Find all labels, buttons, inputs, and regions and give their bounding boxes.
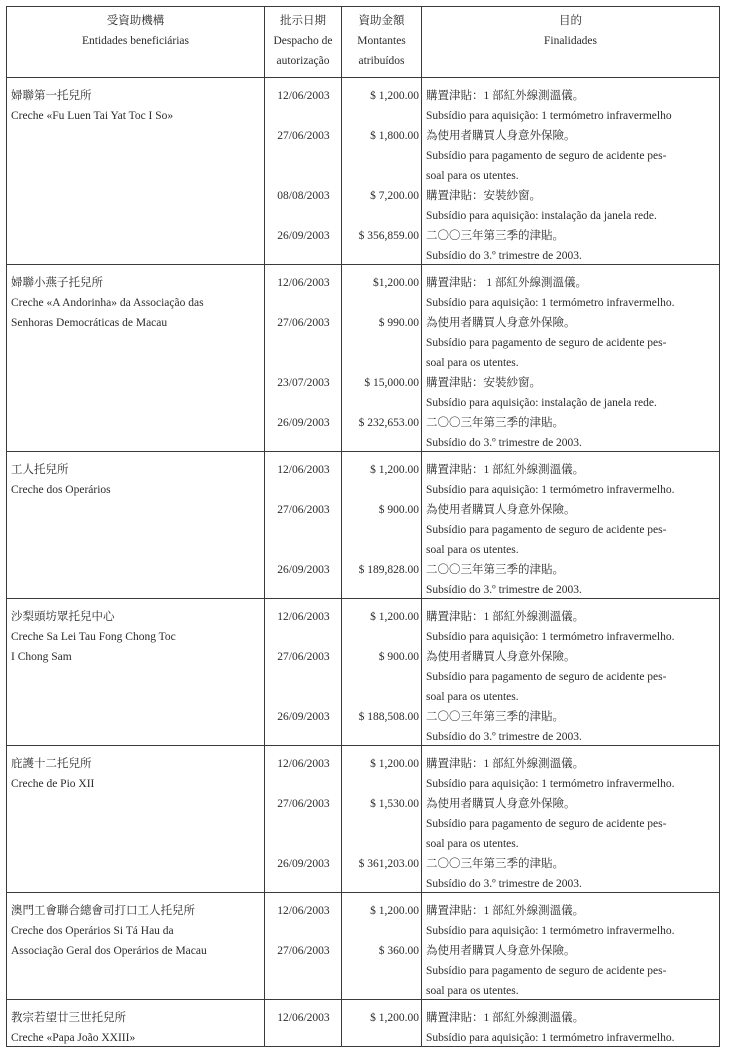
amount-cell xyxy=(342,599,422,746)
amount-cell xyxy=(342,893,422,1000)
purpose-cell xyxy=(422,452,720,599)
purpose-cell xyxy=(422,265,720,452)
amount-value: $ 15,000.00 xyxy=(364,377,419,389)
dispatch-date: 26/09/2003 xyxy=(277,564,330,576)
header-row xyxy=(7,7,720,78)
dispatch-date: 23/07/2003 xyxy=(277,377,330,389)
purpose-line: soal para os utentes. xyxy=(426,544,519,556)
header-amount-pt2: atribuídos xyxy=(358,55,405,67)
table-row xyxy=(7,78,720,265)
purpose-line: 購置津貼： 1 部紅外線測溫儀。 xyxy=(426,277,587,289)
purpose-line: soal para os utentes. xyxy=(426,691,519,703)
purpose-line: Subsídio para pagamento de seguro de acidente pes- xyxy=(426,524,667,536)
entity-name-line: Associação Geral dos Operários de Macau xyxy=(11,945,207,957)
header-purpose xyxy=(422,7,720,78)
purpose-line: Subsídio para pagamento de seguro de acidente pes- xyxy=(426,818,667,830)
dispatch-date: 27/06/2003 xyxy=(277,317,330,329)
purpose-line: 為使用者購買人身意外保險。 xyxy=(426,798,576,810)
dispatch-date: 27/06/2003 xyxy=(277,651,330,663)
entity-name-line: 澳門工會聯合總會司打口工人托兒所 xyxy=(11,905,195,917)
entity-cell xyxy=(7,1000,265,1047)
purpose-line: Subsídio para aquisição: 1 termómetro infravermelho. xyxy=(426,297,675,309)
amount-value: $ 1,200.00 xyxy=(370,90,419,102)
amount-value: $ 1,200.00 xyxy=(370,464,419,476)
entity-name-line: Senhoras Democráticas de Macau xyxy=(11,317,168,329)
header-entity xyxy=(7,7,265,78)
entity-name-line: I Chong Sam xyxy=(11,651,72,663)
entity-name-line: 工人托兒所 xyxy=(11,464,69,476)
entity-name-line: 庇護十二托兒所 xyxy=(11,758,92,770)
amount-cell xyxy=(342,78,422,265)
header-entity-pt: Entidades beneficiárias xyxy=(82,35,189,47)
purpose-line: Subsídio para aquisição: instalação da janela rede. xyxy=(426,210,657,222)
entity-name-line: Creche Sa Lei Tau Fong Chong Toc xyxy=(11,631,176,643)
purpose-line: Subsídio do 3.º trimestre de 2003. xyxy=(426,731,582,743)
header-amount xyxy=(342,7,422,78)
header-purpose-pt: Finalidades xyxy=(543,35,598,47)
purpose-cell xyxy=(422,599,720,746)
purpose-line: 為使用者購買人身意外保險。 xyxy=(426,945,576,957)
dispatch-date: 27/06/2003 xyxy=(277,130,330,142)
amount-value: $ 361,203.00 xyxy=(358,858,419,870)
purpose-line: Subsídio do 3.º trimestre de 2003. xyxy=(426,437,582,449)
purpose-line: Subsídio para aquisição: 1 termómetro infravermelho. xyxy=(426,1032,675,1044)
table-row xyxy=(7,599,720,746)
amount-value: $ 990.00 xyxy=(378,317,419,329)
purpose-cell xyxy=(422,746,720,893)
purpose-line: 二〇〇三年第三季的津貼。 xyxy=(426,564,564,576)
date-cell xyxy=(265,78,342,265)
header-purpose-zh: 目的 xyxy=(559,15,582,27)
purpose-line: 購置津貼：1 部紅外線測溫儀。 xyxy=(426,1012,585,1024)
dispatch-date: 26/09/2003 xyxy=(277,711,330,723)
purpose-cell xyxy=(422,78,720,265)
entity-name-line: 沙梨頭坊眾托兒中心 xyxy=(11,611,115,623)
table-row xyxy=(7,265,720,452)
entity-name-line: 婦聯小燕子托兒所 xyxy=(11,277,103,289)
purpose-line: Subsídio para pagamento de seguro de acidente pes- xyxy=(426,965,667,977)
purpose-line: Subsídio do 3.º trimestre de 2003. xyxy=(426,584,582,596)
amount-value: $ 7,200.00 xyxy=(370,190,419,202)
dispatch-date: 12/06/2003 xyxy=(277,90,330,102)
header-entity-zh: 受資助機構 xyxy=(106,15,165,27)
entity-cell xyxy=(7,452,265,599)
table-row xyxy=(7,893,720,1000)
entity-cell xyxy=(7,78,265,265)
purpose-line: Subsídio para pagamento de seguro de acidente pes- xyxy=(426,671,667,683)
table-row xyxy=(7,746,720,893)
table-row xyxy=(7,452,720,599)
amount-cell xyxy=(342,452,422,599)
purpose-line: 購置津貼：1 部紅外線測溫儀。 xyxy=(426,758,585,770)
amount-value: $ 189,828.00 xyxy=(358,564,419,576)
amount-value: $ 232,653.00 xyxy=(358,417,419,429)
header-date-pt2: autorização xyxy=(276,55,330,67)
dispatch-date: 12/06/2003 xyxy=(277,464,330,476)
date-cell xyxy=(265,599,342,746)
entity-name-line: Creche dos Operários Si Tá Hau da xyxy=(11,925,174,937)
entity-name-line: Creche dos Operários xyxy=(11,484,111,496)
purpose-line: 為使用者購買人身意外保險。 xyxy=(426,504,576,516)
header-date-zh: 批示日期 xyxy=(280,15,326,27)
entity-name-line: 教宗若望廿三世托兒所 xyxy=(11,1012,126,1024)
purpose-cell xyxy=(422,893,720,1000)
entity-cell xyxy=(7,599,265,746)
purpose-line: 為使用者購買人身意外保險。 xyxy=(426,317,576,329)
purpose-line: 購置津貼：1 部紅外線測溫儀。 xyxy=(426,905,585,917)
dispatch-date: 27/06/2003 xyxy=(277,945,330,957)
purpose-line: Subsídio para aquisição: 1 termómetro infravermelho. xyxy=(426,925,675,937)
purpose-line: 二〇〇三年第三季的津貼。 xyxy=(426,417,564,429)
purpose-line: 為使用者購買人身意外保險。 xyxy=(426,130,576,142)
entity-name-line: Creche «A Andorinha» da Associação das xyxy=(11,297,204,309)
dispatch-date: 12/06/2003 xyxy=(277,611,330,623)
purpose-line: Subsídio para aquisição: instalação de janela rede. xyxy=(426,397,657,409)
purpose-line: Subsídio para pagamento de seguro de acidente pes- xyxy=(426,150,667,162)
date-cell xyxy=(265,452,342,599)
amount-value: $ 356,859.00 xyxy=(358,230,419,242)
amount-value: $ 1,200.00 xyxy=(370,758,419,770)
purpose-line: Subsídio do 3.º trimestre de 2003. xyxy=(426,878,582,890)
purpose-line: 二〇〇三年第三季的津貼。 xyxy=(426,711,564,723)
subsidy-table xyxy=(6,6,720,1047)
purpose-line: 購置津貼：安裝紗窗。 xyxy=(426,377,541,389)
dispatch-date: 12/06/2003 xyxy=(277,905,330,917)
dispatch-date: 12/06/2003 xyxy=(277,1012,330,1024)
purpose-line: Subsídio para aquisição: 1 termómetro infravermelho. xyxy=(426,631,675,643)
purpose-line: 二〇〇三年第三季的津貼。 xyxy=(426,230,564,242)
dispatch-date: 26/09/2003 xyxy=(277,417,330,429)
dispatch-date: 12/06/2003 xyxy=(277,758,330,770)
entity-name-line: Creche «Fu Luen Tai Yat Toc I So» xyxy=(11,110,174,122)
purpose-line: 購置津貼：1 部紅外線測溫儀。 xyxy=(426,464,585,476)
amount-cell xyxy=(342,1000,422,1047)
amount-value: $1,200.00 xyxy=(373,277,419,289)
date-cell xyxy=(265,746,342,893)
amount-cell xyxy=(342,265,422,452)
dispatch-date: 26/09/2003 xyxy=(277,230,330,242)
dispatch-date: 12/06/2003 xyxy=(277,277,330,289)
amount-value: $ 1,200.00 xyxy=(370,905,419,917)
amount-value: $ 1,530.00 xyxy=(370,798,419,810)
purpose-line: soal para os utentes. xyxy=(426,985,519,997)
entity-cell xyxy=(7,265,265,452)
amount-value: $ 900.00 xyxy=(378,504,419,516)
dispatch-date: 27/06/2003 xyxy=(277,798,330,810)
purpose-line: Subsídio para pagamento de seguro de acidente pes- xyxy=(426,337,667,349)
purpose-line: 購置津貼：安裝紗窗。 xyxy=(426,190,541,202)
amount-value: $ 900.00 xyxy=(378,651,419,663)
entity-cell xyxy=(7,746,265,893)
table-row xyxy=(7,1000,720,1047)
entity-cell xyxy=(7,893,265,1000)
header-date xyxy=(265,7,342,78)
purpose-line: 二〇〇三年第三季的津貼。 xyxy=(426,858,564,870)
purpose-line: soal para os utentes. xyxy=(426,170,519,182)
date-cell xyxy=(265,265,342,452)
amount-value: $ 360.00 xyxy=(378,945,419,957)
purpose-line: soal para os utentes. xyxy=(426,838,519,850)
entity-name-line: Creche de Pio XII xyxy=(11,778,95,790)
purpose-line: 為使用者購買人身意外保險。 xyxy=(426,651,576,663)
entity-name-line: Creche «Papa João XXIII» xyxy=(11,1032,136,1044)
purpose-line: Subsídio para aquisição: 1 termómetro infravermelho xyxy=(426,110,672,122)
purpose-line: Subsídio para aquisição: 1 termómetro infravermelho. xyxy=(426,484,675,496)
date-cell xyxy=(265,893,342,1000)
purpose-cell xyxy=(422,1000,720,1047)
amount-value: $ 1,200.00 xyxy=(370,1012,419,1024)
amount-value: $ 1,800.00 xyxy=(370,130,419,142)
purpose-line: 購置津貼：1 部紅外線測溫儀。 xyxy=(426,90,585,102)
amount-value: $ 1,200.00 xyxy=(370,611,419,623)
entity-name-line: 婦聯第一托兒所 xyxy=(11,90,92,102)
dispatch-date: 08/08/2003 xyxy=(277,190,330,202)
header-date-pt1: Despacho de xyxy=(273,35,333,47)
dispatch-date: 27/06/2003 xyxy=(277,504,330,516)
header-amount-zh: 資助金額 xyxy=(358,15,405,27)
purpose-line: 購置津貼：1 部紅外線測溫儀。 xyxy=(426,611,585,623)
header-amount-pt1: Montantes xyxy=(357,35,406,47)
purpose-line: Subsídio para aquisição: 1 termómetro infravermelho. xyxy=(426,778,675,790)
date-cell xyxy=(265,1000,342,1047)
dispatch-date: 26/09/2003 xyxy=(277,858,330,870)
amount-value: $ 188,508.00 xyxy=(358,711,419,723)
amount-cell xyxy=(342,746,422,893)
purpose-line: soal para os utentes. xyxy=(426,357,519,369)
purpose-line: Subsídio do 3.º trimestre de 2003. xyxy=(426,250,582,262)
